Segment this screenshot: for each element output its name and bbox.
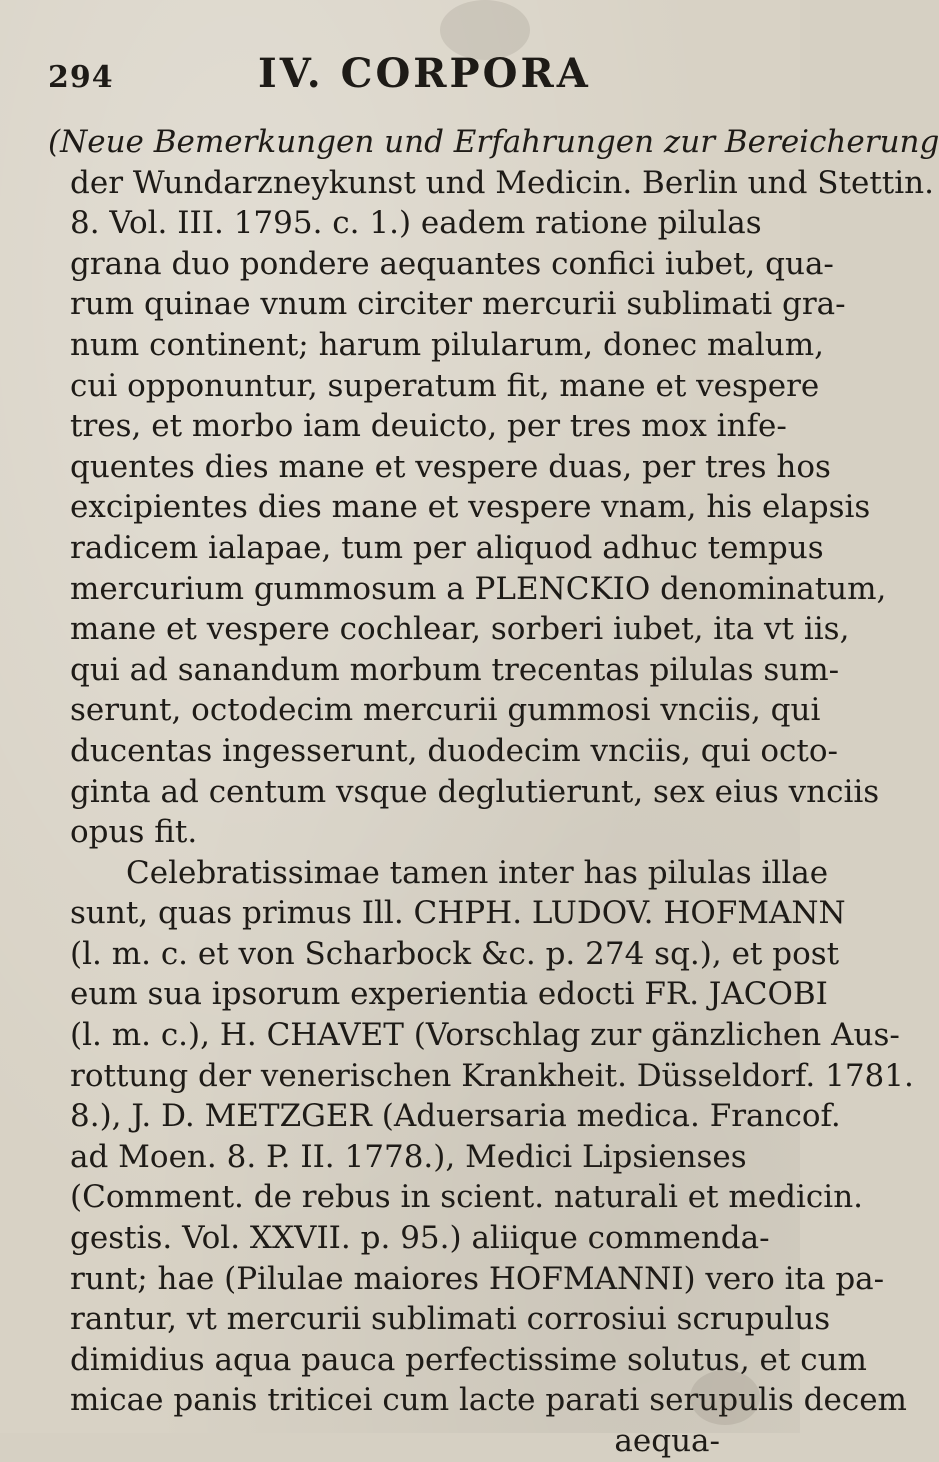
text-line: gestis. Vol. XXVII. p. 95.) aliique commenda- [70, 1220, 770, 1257]
page-header [48, 50, 760, 110]
text-line: der Wundarzneykunst und Medicin. Berlin und Stettin. [70, 164, 934, 201]
text-line: (l. m. c. et von Scharbock &c. p. 274 sq.), et post [70, 935, 840, 972]
page-number: 294 [48, 60, 114, 95]
text-line: ducentas ingesserunt, duodecim vnciis, qui octo- [70, 732, 839, 769]
text-line: (Comment. de rebus in scient. naturali et medicin. [70, 1179, 864, 1216]
text-line: rantur, vt mercurii sublimati corrosiui scrupulus [70, 1301, 831, 1338]
text-line: mercurium gummosum a PLENCKIO denominatum, [70, 570, 887, 607]
text-line: qui ad sanandum morbum trecentas pilulas sum- [70, 651, 840, 688]
text-line: cui opponuntur, superatum fit, mane et vespere [70, 367, 820, 404]
catchword: aequa- [614, 1423, 720, 1459]
text-line: Celebratissimae tamen inter has pilulas illae [126, 854, 829, 891]
text-line: grana duo pondere aequantes confici iubet, qua- [70, 245, 834, 282]
text-line: excipientes dies mane et vespere vnam, his elapsis [70, 489, 871, 526]
page-stain [440, 0, 530, 60]
text-line: 8. Vol. III. 1795. c. 1.) eadem ratione pilulas [70, 205, 762, 242]
text-line: runt; hae (Pilulae maiores HOFMANNI) vero ita pa- [70, 1260, 885, 1297]
text-line: eum sua ipsorum experientia edocti FR. JACOBI [70, 976, 828, 1013]
text-line: micae panis triticei cum lacte parati serupulis decem [70, 1382, 907, 1419]
text-line: 8.), J. D. METZGER (Aduersaria medica. Francof. [70, 1098, 841, 1135]
text-line: serunt, octodecim mercurii gummosi vnciis, qui [70, 692, 821, 729]
text-line: opus fit. [70, 814, 198, 851]
text-line: radicem ialapae, tum per aliquod adhuc tempus [70, 529, 824, 566]
text-line: quentes dies mane et vespere duas, per tres hos [70, 448, 831, 485]
running-head: IV. CORPORA [258, 50, 591, 97]
text-line: num continent; harum pilularum, donec malum, [70, 326, 825, 363]
text-line: tres, et morbo iam deuicto, per tres mox infe- [70, 408, 787, 445]
text-line: sunt, quas primus Ill. CHPH. LUDOV. HOFMANN [70, 895, 846, 932]
text-line: ginta ad centum vsque deglutierunt, sex eius vnciis [70, 773, 880, 810]
text-line: (l. m. c.), H. CHAVET (Vorschlag zur gänzlichen Aus- [70, 1017, 900, 1054]
text-line: dimidius aqua pauca perfectissime solutus, et cum [70, 1341, 867, 1378]
text-line: rottung der venerischen Krankheit. Düsseldorf. 1781. [70, 1057, 914, 1094]
text-line: rum quinae vnum circiter mercurii sublimati gra- [70, 286, 846, 323]
body-text [48, 122, 939, 1462]
text-line: ad Moen. 8. P. II. 1778.), Medici Lipsienses [70, 1138, 747, 1175]
text-line: (Neue Bemerkungen und Erfahrungen zur Bereicherung [48, 124, 939, 160]
page-stain [690, 1370, 760, 1425]
text-line: mane et vespere cochlear, sorberi iubet, ita vt iis, [70, 611, 850, 648]
